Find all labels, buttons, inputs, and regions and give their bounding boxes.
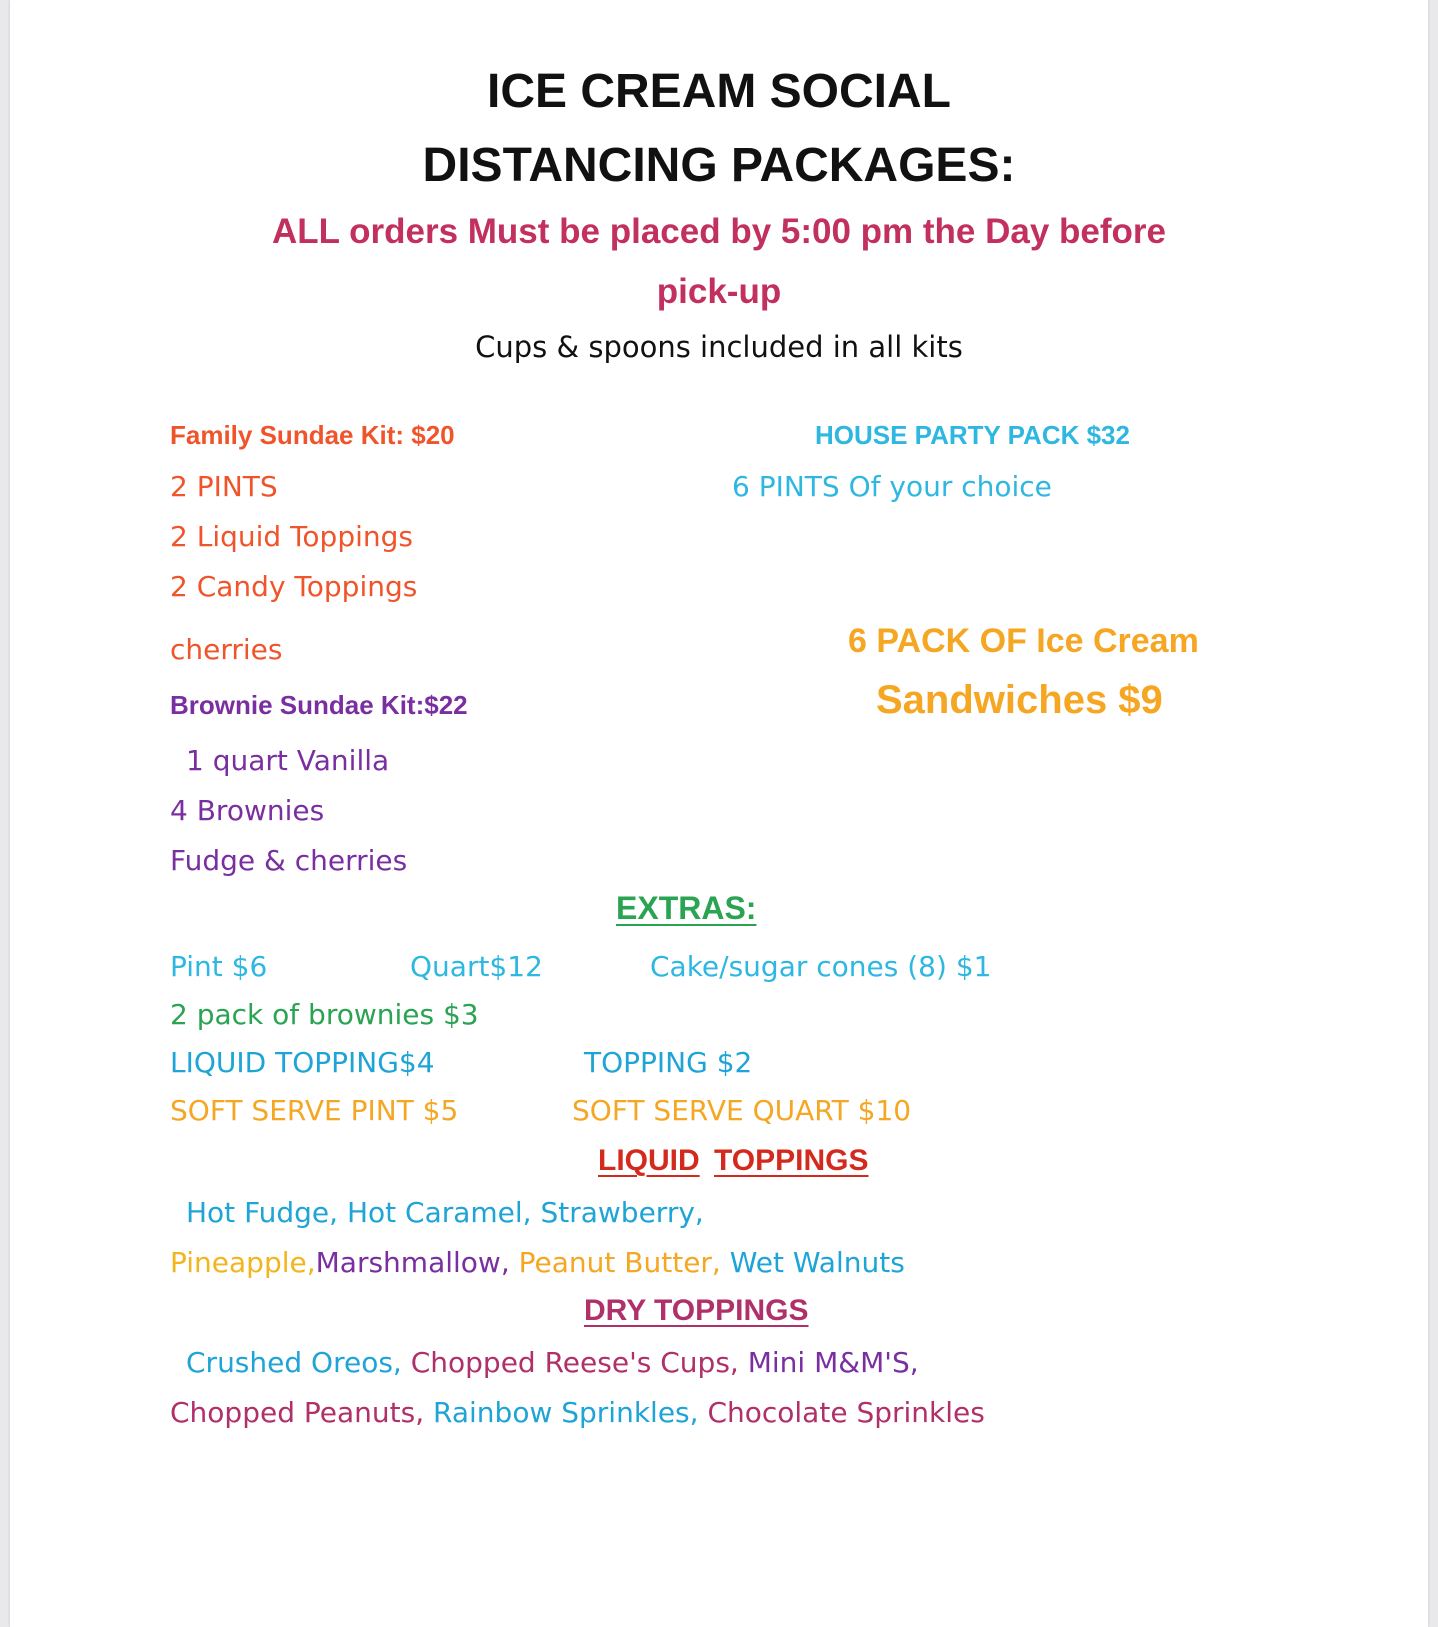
liquid-heading-word-2: TOPPINGS bbox=[714, 1144, 869, 1177]
brownie-kit-title: Brownie Sundae Kit:$22 bbox=[170, 690, 468, 720]
topping-marshmallow: Marshmallow, bbox=[315, 1246, 510, 1279]
deadline-line-2: pick-up bbox=[656, 272, 782, 311]
extra-quart: Quart$12 bbox=[410, 950, 543, 983]
topping-mini-mms: Mini M&M'S, bbox=[747, 1346, 919, 1379]
family-kit-title: Family Sundae Kit: $20 bbox=[170, 420, 455, 450]
sandwiches-line-2: Sandwiches $9 bbox=[876, 678, 1163, 722]
family-kit-item: cherries bbox=[170, 633, 283, 666]
topping-pineapple: Pineapple, bbox=[170, 1246, 316, 1279]
dry-toppings-line-2 bbox=[170, 1396, 985, 1429]
dry-toppings-line-1 bbox=[186, 1346, 919, 1379]
title-line-1: ICE CREAM SOCIAL bbox=[486, 65, 951, 118]
sandwiches-line-1: 6 PACK OF Ice Cream bbox=[848, 622, 1199, 660]
topping-peanut-butter: Peanut Butter, bbox=[518, 1246, 721, 1279]
house-party-title: HOUSE PARTY PACK $32 bbox=[815, 420, 1130, 450]
liquid-toppings-line-1: Hot Fudge, Hot Caramel, Strawberry, bbox=[186, 1196, 704, 1229]
topping-chocolate-sprinkles: Chocolate Sprinkles bbox=[707, 1396, 985, 1429]
brownie-kit-item: 1 quart Vanilla bbox=[186, 744, 390, 777]
extra-pint: Pint $6 bbox=[170, 950, 268, 983]
family-kit-item: 2 Candy Toppings bbox=[170, 570, 418, 603]
liquid-toppings-heading bbox=[598, 1144, 869, 1178]
extra-brownies: 2 pack of brownies $3 bbox=[170, 998, 479, 1031]
flyer-page bbox=[10, 0, 1428, 1627]
extras-heading: EXTRAS: bbox=[616, 890, 757, 926]
extra-soft-serve-pint: SOFT SERVE PINT $5 bbox=[170, 1094, 459, 1127]
dry-toppings-heading: DRY TOPPINGS bbox=[584, 1294, 809, 1327]
brownie-kit-item: Fudge & cherries bbox=[170, 844, 408, 877]
extra-liquid-topping: LIQUID TOPPING$4 bbox=[170, 1046, 435, 1079]
family-kit-item: 2 Liquid Toppings bbox=[170, 520, 413, 553]
kits-note: Cups & spoons included in all kits bbox=[475, 330, 963, 364]
extra-soft-serve-quart: SOFT SERVE QUART $10 bbox=[572, 1094, 912, 1127]
extra-cones: Cake/sugar cones (8) $1 bbox=[650, 950, 992, 983]
topping-chopped-peanuts: Chopped Peanuts, bbox=[170, 1396, 425, 1429]
liquid-heading-word-1: LIQUID bbox=[598, 1144, 700, 1177]
title-line-2: DISTANCING PACKAGES: bbox=[422, 139, 1016, 192]
brownie-kit-item: 4 Brownies bbox=[170, 794, 325, 827]
topping-wet-walnuts: Wet Walnuts bbox=[729, 1246, 905, 1279]
topping-chopped-reeses: Chopped Reese's Cups, bbox=[410, 1346, 739, 1379]
extra-topping: TOPPING $2 bbox=[584, 1046, 753, 1079]
family-kit-item: 2 PINTS bbox=[170, 470, 278, 503]
house-party-item: 6 PINTS Of your choice bbox=[732, 470, 1052, 503]
topping-crushed-oreos: Crushed Oreos, bbox=[186, 1346, 402, 1379]
topping-rainbow-sprinkles: Rainbow Sprinkles, bbox=[433, 1396, 699, 1429]
deadline-line-1: ALL orders Must be placed by 5:00 pm the Day before bbox=[271, 212, 1167, 251]
liquid-toppings-line-2 bbox=[170, 1246, 905, 1279]
